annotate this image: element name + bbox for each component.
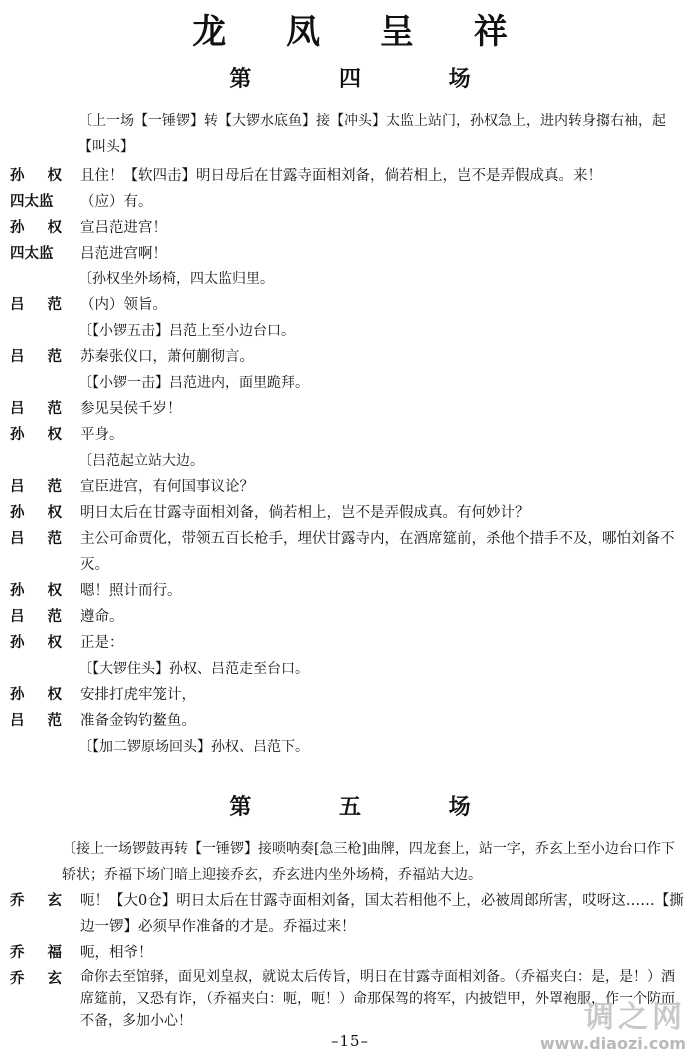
dialogue-text: 主公可命贾化，带领五百长枪手，埋伏甘露寺内，在酒席筵前，杀他个措手不及，哪怕刘备不灭。 — [80, 531, 675, 573]
page-number: –15– — [330, 1032, 370, 1050]
scene-4-heading: 第 四 场 — [229, 67, 511, 92]
direction-text: 〔接上一场锣鼓再转【一锤锣】接唢呐奏[急三枪]曲牌，四龙套上，站一字，乔玄上至小边台口作下轿状；乔福下场门暗上迎接乔玄，乔玄进内坐外场椅，乔福站大边。 — [62, 841, 675, 883]
direction-text: 〔上一场【一锤锣】转【大锣水底鱼】接【冲头】太监上站门，孙权急上，进内转身搊右袖，起【叫头】 — [78, 113, 666, 155]
dialogue-text: 宣吕范进宫！ — [80, 220, 167, 236]
direction-text: 〔【小锣五击】吕范上至小边台口。 — [78, 323, 295, 339]
dialogue-text: 呃！【大0仓】明日太后在甘露寺面相刘备，国太若相他不上，必被周郎所害，哎呀这……【撕边一锣】必须早作准备的才是。乔福过来！ — [80, 893, 684, 935]
speaker-name: 孙 权 — [10, 168, 72, 184]
speaker-name: 四太监 — [10, 194, 54, 210]
dialogue-text: 呃，相爷！ — [80, 945, 153, 961]
speaker-name: 孙 权 — [10, 583, 72, 599]
speaker-name: 吕 范 — [10, 609, 72, 625]
speaker-name: 孙 权 — [10, 635, 72, 651]
direction-text: 〔吕范起立站大边。 — [78, 453, 204, 469]
dialogue-text: 命你去至馆驿，面见刘皇叔，就说太后传旨，明日在甘露寺面相刘备。（乔福夹白：是，是！）酒席筵前，又恐有诈，（乔福夹白：呃，呃！）命那保驾的将军，内披铠甲，外罩袍服，作一个防而不备，多加小心！ — [80, 969, 675, 1029]
speaker-name: 吕 范 — [10, 349, 72, 365]
opera-title: 龙 凤 呈 祥 — [192, 12, 532, 52]
speaker-name: 吕 范 — [10, 479, 72, 495]
direction-text: 〔【大锣住头】孙权、吕范走至台口。 — [78, 661, 309, 677]
direction-text: 〔【小锣一击】吕范进内，面里跪拜。 — [78, 375, 309, 391]
speaker-name: 吕 范 — [10, 531, 72, 547]
speaker-name: 孙 权 — [10, 427, 72, 443]
dialogue-text: 明日太后在甘露寺面相刘备，倘若相上，岂不是弄假成真。有何妙计？ — [80, 505, 530, 521]
dialogue-text: 嗯！照计而行。 — [80, 583, 182, 599]
direction-text: 〔【加二锣原场回头】孙权、吕范下。 — [78, 739, 309, 755]
dialogue-text: 吕范进宫啊！ — [80, 246, 167, 262]
dialogue-text: 苏秦张仪口，萧何蒯彻言。 — [80, 349, 254, 365]
site-watermark — [540, 1002, 686, 1053]
dialogue-text: 平身。 — [80, 427, 124, 443]
dialogue-text: 宣臣进宫，有何国事议论？ — [80, 479, 254, 495]
speaker-name: 四太监 — [10, 246, 54, 262]
dialogue-text: 准备金钩钓鳌鱼。 — [80, 713, 196, 729]
watermark-url: www.diaozi.com — [539, 1034, 686, 1053]
dialogue-text: 安排打虎牢笼计， — [80, 687, 196, 703]
speaker-name: 吕 范 — [10, 401, 72, 417]
speaker-name: 孙 权 — [10, 220, 72, 236]
watermark-brand: 调之网 — [584, 1000, 686, 1035]
dialogue-text: 参见吴侯千岁！ — [80, 401, 182, 417]
speaker-name: 乔 福 — [10, 945, 72, 961]
scene-5-heading: 第 五 场 — [229, 795, 511, 820]
speaker-name: 乔 玄 — [10, 971, 72, 987]
dialogue-text: 且住！【软四击】明日母后在甘露寺面相刘备，倘若相上，岂不是弄假成真。来！ — [80, 168, 602, 184]
direction-text: 〔孙权坐外场椅，四太监归里。 — [78, 271, 274, 287]
speaker-name: 孙 权 — [10, 505, 72, 521]
speaker-name: 乔 玄 — [10, 893, 72, 909]
dialogue-text: 遵命。 — [80, 609, 124, 625]
speaker-name: 孙 权 — [10, 687, 72, 703]
dialogue-text: （应）有。 — [80, 194, 153, 210]
dialogue-text: （内）领旨。 — [80, 297, 167, 313]
speaker-name: 吕 范 — [10, 713, 72, 729]
speaker-name: 吕 范 — [10, 297, 72, 313]
dialogue-text: 正是： — [80, 635, 124, 651]
